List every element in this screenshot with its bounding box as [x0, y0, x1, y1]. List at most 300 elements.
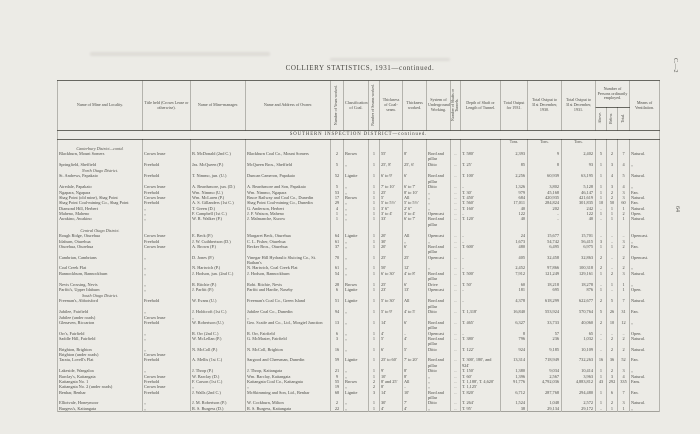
cell: .. — [461, 184, 501, 189]
cell: 8' — [380, 384, 403, 389]
cell: 2,402 — [562, 151, 596, 162]
cell: 732,263 — [562, 357, 596, 368]
cell: 1,048 — [528, 400, 562, 405]
cell: Bruce Railway and Coal Co., Dunedin — [246, 195, 331, 200]
cell: W. Barclay (D.) — [191, 374, 246, 379]
cell: 4' to 8' — [403, 271, 427, 282]
cell: J. Parfitt (P.) — [191, 287, 246, 292]
cell: 30' — [380, 400, 403, 405]
cell: Bord and pillar — [427, 216, 451, 227]
cell: 7' — [403, 400, 427, 405]
column-header — [451, 81, 461, 131]
cell: .. — [618, 233, 630, 238]
cell: ,, — [246, 384, 331, 389]
cell: Airedale, Papakaio — [58, 184, 143, 189]
cell: 3 — [618, 195, 630, 200]
cell: 61 — [331, 239, 344, 244]
cell: 4,883,812 — [562, 379, 596, 384]
cell: 695 — [528, 287, 562, 292]
cell: Natural. — [630, 151, 660, 162]
cell: T. 160' — [461, 206, 501, 211]
cell: 1,396 — [501, 374, 528, 379]
cell: 292 — [607, 379, 618, 384]
cell: Orr's, Fairfield — [58, 331, 143, 336]
cell: 10' — [403, 390, 427, 401]
cell: .. — [451, 384, 461, 389]
cell: J. Hodson, Bannockburn — [246, 271, 331, 282]
cell: 1 — [618, 216, 630, 227]
cell: 4,378 — [501, 298, 528, 309]
cell: 335 — [618, 379, 630, 384]
cell: 3 — [618, 368, 630, 373]
cell: F. Carson (1st C.) — [191, 379, 246, 384]
cell: 9 — [528, 151, 562, 162]
cell: 29,172 — [562, 406, 596, 412]
cell: .. — [461, 255, 501, 266]
scan-artifact — [330, 58, 450, 61]
cell: 9' — [380, 368, 403, 373]
cell: 129,161 — [562, 271, 596, 282]
cell: 181 — [501, 287, 528, 292]
cell: Lignite — [344, 357, 369, 368]
cell: ,, — [143, 206, 191, 211]
cell: 1 — [369, 309, 380, 314]
cell: 3 — [618, 190, 630, 195]
cell: 5' to 5½' — [380, 200, 403, 205]
cell: 6,975 — [562, 244, 596, 255]
cell: ,, — [344, 211, 369, 216]
column-header: Classification of Coal. — [344, 81, 369, 131]
cell: 32,863 — [562, 255, 596, 266]
cell: Maheno, Maheno — [58, 211, 143, 216]
cell: Fan. — [630, 357, 660, 368]
cell: 1 — [596, 271, 607, 282]
district-heading: Canterbury District—contd. — [58, 145, 143, 151]
cell: .. — [451, 239, 461, 244]
cell: Fan. — [630, 309, 660, 314]
cell: 20' — [380, 244, 403, 255]
cell: .. — [596, 216, 607, 227]
cell: 3 — [618, 400, 630, 405]
cell: ,, — [143, 331, 191, 336]
cell: 236 — [528, 336, 562, 347]
cell: W. Robertson (U.) — [191, 320, 246, 331]
cell: 40 — [562, 216, 596, 227]
table-row — [58, 336, 660, 347]
cell: ,, — [427, 384, 451, 389]
cell: Oturehua, Oturehua — [58, 244, 143, 255]
cell: 1 — [596, 195, 607, 200]
cell: 6' — [403, 244, 427, 255]
cell: .. — [596, 282, 607, 287]
cell: .. — [451, 151, 461, 162]
cell: 287,768 — [528, 390, 562, 401]
cell: 122 — [562, 211, 596, 216]
cell: J. Malmanche, Kurow — [246, 216, 331, 227]
cell: 2' 6" — [403, 206, 427, 211]
cell: 91,776 — [501, 379, 528, 384]
cell: .. — [451, 200, 461, 205]
cell: W. McLellan (P.) — [191, 336, 246, 347]
cell: Opencast — [427, 255, 451, 266]
cell: 57 — [528, 331, 562, 336]
cell: 93 — [562, 162, 596, 167]
cell: .. — [451, 309, 461, 314]
cell: 5 — [596, 151, 607, 162]
cell: G. McMaster, Fairfield — [246, 336, 331, 347]
column-header: Total Output for 1931. — [501, 81, 528, 131]
cell: ,, — [143, 211, 191, 216]
cell: .. — [461, 331, 501, 336]
cell: 6' — [403, 282, 427, 287]
cell: .. — [607, 287, 618, 292]
section-heading-row — [58, 131, 660, 140]
district-heading: Central Otago District. — [58, 227, 143, 233]
cell: 1 — [369, 336, 380, 347]
cell: .. — [451, 206, 461, 211]
cell: T. 820' — [461, 390, 501, 401]
cell: 2 — [618, 244, 630, 255]
cell: ,, — [143, 271, 191, 282]
cell: ,, — [427, 379, 451, 384]
cell: 1 — [369, 151, 380, 162]
cell: ,, — [344, 384, 369, 389]
cell: Brown — [344, 195, 369, 200]
cell: 5 — [596, 309, 607, 314]
column-header — [607, 108, 618, 131]
cell: T. 95' — [461, 406, 501, 412]
units-cell: Tons. — [501, 139, 528, 144]
cell: 8 — [501, 331, 528, 336]
cell: All — [403, 298, 427, 309]
cell: ,, — [143, 406, 191, 412]
cell: Bord and pillar — [427, 151, 451, 162]
cell: Lakeside, Wangaloa — [58, 368, 143, 373]
cell: T. 1,318' — [461, 309, 501, 314]
cell: 16 — [331, 347, 344, 352]
cell: ,, — [143, 309, 191, 314]
cell: 1 — [596, 244, 607, 255]
cell: 52 — [618, 357, 630, 368]
cell: W. R. Walker (P.) — [191, 216, 246, 227]
cell: D. Jones (P.) — [191, 255, 246, 266]
cell: ,, — [630, 320, 660, 331]
cell: Natural. — [630, 400, 660, 405]
cell: Cambrian, Cambrians — [58, 255, 143, 266]
column-header-label: Above. — [598, 112, 603, 124]
cell: 5' to 9' — [380, 309, 403, 314]
cell: 3 — [618, 239, 630, 244]
cell: 301,835 — [562, 200, 596, 205]
cell: Shag Point Coal-mining Co., Shag Point — [58, 200, 143, 205]
cell: Natural. — [630, 195, 660, 200]
cell: Crown lease — [143, 233, 191, 238]
cell: T. 122' — [461, 347, 501, 352]
column-header — [331, 81, 344, 131]
cell: ,, — [191, 315, 246, 320]
cell: Elliotvale, Honeymoor — [58, 400, 143, 405]
cell: 22 — [331, 406, 344, 412]
cell: 3' to 4' — [403, 211, 427, 216]
cell: Crown lease — [143, 352, 191, 357]
cell: ,, — [630, 368, 660, 373]
cell: J. Throp, Kaitangata — [246, 368, 331, 373]
cell: .. — [607, 239, 618, 244]
cell: 1 — [369, 347, 380, 352]
cell: 1 — [369, 298, 380, 309]
cell: 36 — [607, 357, 618, 368]
cell: ,, — [143, 336, 191, 347]
header-row — [58, 81, 660, 108]
cell: Jubilee Coal Co., Dunedin — [246, 309, 331, 314]
cell: Wm. Barclay, Kaitangata — [246, 374, 331, 379]
cell: Brighton, Brighton — [58, 347, 143, 352]
cell: 6 — [607, 390, 618, 401]
cell: A. Beardsmore and Son, Papakaio — [246, 184, 331, 189]
cell: ,, — [143, 368, 191, 373]
cell: 31 — [618, 309, 630, 314]
cell: Robt. Ritchie, Nevis — [246, 282, 331, 287]
cell: 1 — [369, 265, 380, 270]
table-head — [58, 81, 660, 131]
cell: 40,060 — [562, 320, 596, 331]
cell: T. 30' — [461, 190, 501, 195]
cell: Bord and pillar — [427, 357, 451, 368]
cell: 3 — [369, 390, 380, 401]
cell: A. S. Gillanders (1st C.) — [191, 200, 246, 205]
cell: T. 465' — [461, 320, 501, 331]
cell: A. Mellis (1st C.) — [191, 357, 246, 368]
cell: 1 — [369, 233, 380, 238]
cell: 65 — [562, 331, 596, 336]
cell: ,, — [427, 190, 451, 195]
column-header-label: Total. — [620, 113, 625, 123]
cell: 2 — [596, 298, 607, 309]
cell: 4 — [618, 374, 630, 379]
cell: ,, — [344, 255, 369, 266]
cell: 17,011 — [501, 200, 528, 205]
cell: 5 — [618, 173, 630, 184]
cell: 20' — [380, 233, 403, 238]
cell: Rough Ridge, Oturehua — [58, 233, 143, 238]
cell: 480 — [501, 244, 528, 255]
cell: R. S. Burgess, Kaitangata — [246, 406, 331, 412]
cell: 10,109 — [562, 347, 596, 352]
cell: T. 300', 180', and 924' — [461, 357, 501, 368]
table-row — [58, 216, 660, 227]
cell: 1 — [607, 211, 618, 216]
cell: 618,299 — [528, 298, 562, 309]
column-header: Name of Mine-manager. — [191, 81, 246, 131]
cell: .. — [403, 331, 427, 336]
cell: 54,742 — [528, 239, 562, 244]
units-cell: Tons. — [528, 139, 562, 144]
cell: ,, — [344, 374, 369, 379]
cell: 7' to 10' — [380, 184, 403, 189]
cell: 7' to 20' — [403, 357, 427, 368]
column-header — [369, 81, 380, 131]
cell: 1 — [369, 255, 380, 266]
cell: Lignite — [344, 173, 369, 184]
cell: 1,326 — [501, 184, 528, 189]
cell: 5 — [331, 162, 344, 167]
cell: ,, — [344, 216, 369, 227]
cell: 6' — [403, 173, 427, 184]
cell: .. — [451, 265, 461, 270]
cell: 1 — [596, 211, 607, 216]
cell: Natural. — [630, 347, 660, 352]
cell: Ditto — [427, 368, 451, 373]
cell: ,, — [344, 336, 369, 347]
cell: 2 — [607, 336, 618, 347]
cell: 1 — [596, 400, 607, 405]
cell: Kaitangata No. 2 (under roads) — [58, 384, 143, 389]
cell: .. — [451, 347, 461, 352]
cell: ,, — [427, 265, 451, 270]
cell: ,, — [427, 239, 451, 244]
cell: 2 — [607, 368, 618, 373]
cell: 40 — [501, 216, 528, 227]
cell: 1,032 — [562, 336, 596, 347]
table-row — [58, 406, 660, 412]
cell: Jubilee, Fairfield — [58, 309, 143, 314]
cell: Bord and pillar — [427, 271, 451, 282]
cell: Blackburn, Mount Somers — [58, 151, 143, 162]
cell: 59 — [331, 357, 344, 368]
cell: 29 — [331, 200, 344, 205]
cell: Crown lease — [143, 195, 191, 200]
cell: 1 — [596, 184, 607, 189]
cell: 32,458 — [528, 255, 562, 266]
cell: .. — [451, 271, 461, 282]
cell: 1 — [369, 320, 380, 331]
cell: ,, — [344, 406, 369, 412]
cell: 1 — [369, 211, 380, 216]
cell: ,, — [344, 162, 369, 167]
cell: 6' to 7' — [403, 216, 427, 227]
cell: .. — [451, 357, 461, 368]
cell: McQueen Bros., Sheffield — [246, 162, 331, 167]
cell: T. 1,125' — [461, 384, 501, 389]
cell: Lignite — [344, 233, 369, 238]
cell: 6' to 9' — [380, 173, 403, 184]
cell: 924 — [501, 347, 528, 352]
cell: T. 580' — [461, 151, 501, 162]
cell: .. — [461, 298, 501, 309]
cell: Opencast — [427, 287, 451, 292]
cell: .. — [596, 233, 607, 238]
cell: Glenaven, Riccarton — [58, 320, 143, 331]
cell: ,, — [344, 239, 369, 244]
cell: Bord and pillar — [427, 244, 451, 255]
cell: Parfitt and Hardie, Naseby — [246, 287, 331, 292]
cell: 684 — [501, 195, 528, 200]
cell: ,, — [630, 265, 660, 270]
cell: 21 — [331, 368, 344, 373]
cell: Freehold — [143, 200, 191, 205]
cell: ,, — [143, 400, 191, 405]
cell: .. — [451, 255, 461, 266]
cell: Crown lease — [143, 244, 191, 255]
cell: 2 — [618, 347, 630, 352]
cell: Natural. — [630, 336, 660, 347]
cell: T. 600' — [461, 244, 501, 255]
cell: 1 — [369, 400, 380, 405]
cell: 13' — [403, 287, 427, 292]
cell: ,, — [630, 184, 660, 189]
cell: .. — [451, 233, 461, 238]
cell: A. Beardsmore, jun. (D.) — [191, 184, 246, 189]
cell: .. — [461, 211, 501, 216]
cell: .. — [451, 184, 461, 189]
cell: 6 — [331, 287, 344, 292]
cell: .. — [596, 347, 607, 352]
cell: 2,393 — [501, 151, 528, 162]
cell: Lignite — [344, 390, 369, 401]
cell: 8 — [528, 162, 562, 167]
cell: ,, — [427, 406, 451, 412]
cell: 7,912 — [501, 271, 528, 282]
cell: R. Orr (2nd C.) — [191, 331, 246, 336]
cell: T. Green (D.) — [191, 206, 246, 211]
cell: 3 — [607, 162, 618, 167]
cell: ,, — [344, 320, 369, 331]
cell: Natural. — [630, 271, 660, 282]
column-header: Means of Ventilation. — [630, 81, 660, 131]
column-header: Thickness worked. — [403, 81, 427, 131]
cell: ,, — [427, 195, 451, 200]
cell: 7 — [618, 151, 630, 162]
cell: 1 — [618, 282, 630, 287]
cell: 37 — [331, 244, 344, 255]
cell: 1 — [369, 331, 380, 336]
cell: Freehold — [143, 190, 191, 195]
cell: 1 — [607, 282, 618, 287]
cell: 17 — [331, 195, 344, 200]
cell: 60,939 — [528, 173, 562, 184]
cell: ,, — [344, 271, 369, 282]
cell: Ditto — [427, 162, 451, 167]
cell: 14' — [380, 390, 403, 401]
cell: 2 — [607, 400, 618, 405]
cell: 1 — [596, 173, 607, 184]
table-row — [58, 255, 660, 266]
cell: .. — [451, 379, 461, 384]
cell: Coal Creek Flat — [58, 265, 143, 270]
cell: St. Andrews, Papakaio — [58, 173, 143, 184]
cell: Natural. — [630, 173, 660, 184]
cell: 10 — [596, 200, 607, 205]
cell: 1 — [596, 162, 607, 167]
cell: J. Throp (P.) — [191, 368, 246, 373]
cell: ,, — [344, 206, 369, 211]
cell: 6,327 — [501, 320, 528, 331]
cell: ,, — [427, 206, 451, 211]
cell: 6' — [380, 347, 403, 352]
cell: 5' to 5½' — [403, 200, 427, 205]
cell: 16,840 — [501, 309, 528, 314]
cell: All — [403, 233, 427, 238]
cell: Fans. — [630, 379, 660, 384]
cell: 570,764 — [562, 309, 596, 314]
cell: 1 — [369, 357, 380, 368]
cell: 1 — [331, 216, 344, 227]
cell: 18,218 — [528, 282, 562, 287]
cell: 52 — [331, 173, 344, 184]
cell: Bord and pillar — [427, 173, 451, 184]
cell: .. — [451, 390, 461, 401]
cell: Margaret Beck, Oturehua — [246, 233, 331, 238]
